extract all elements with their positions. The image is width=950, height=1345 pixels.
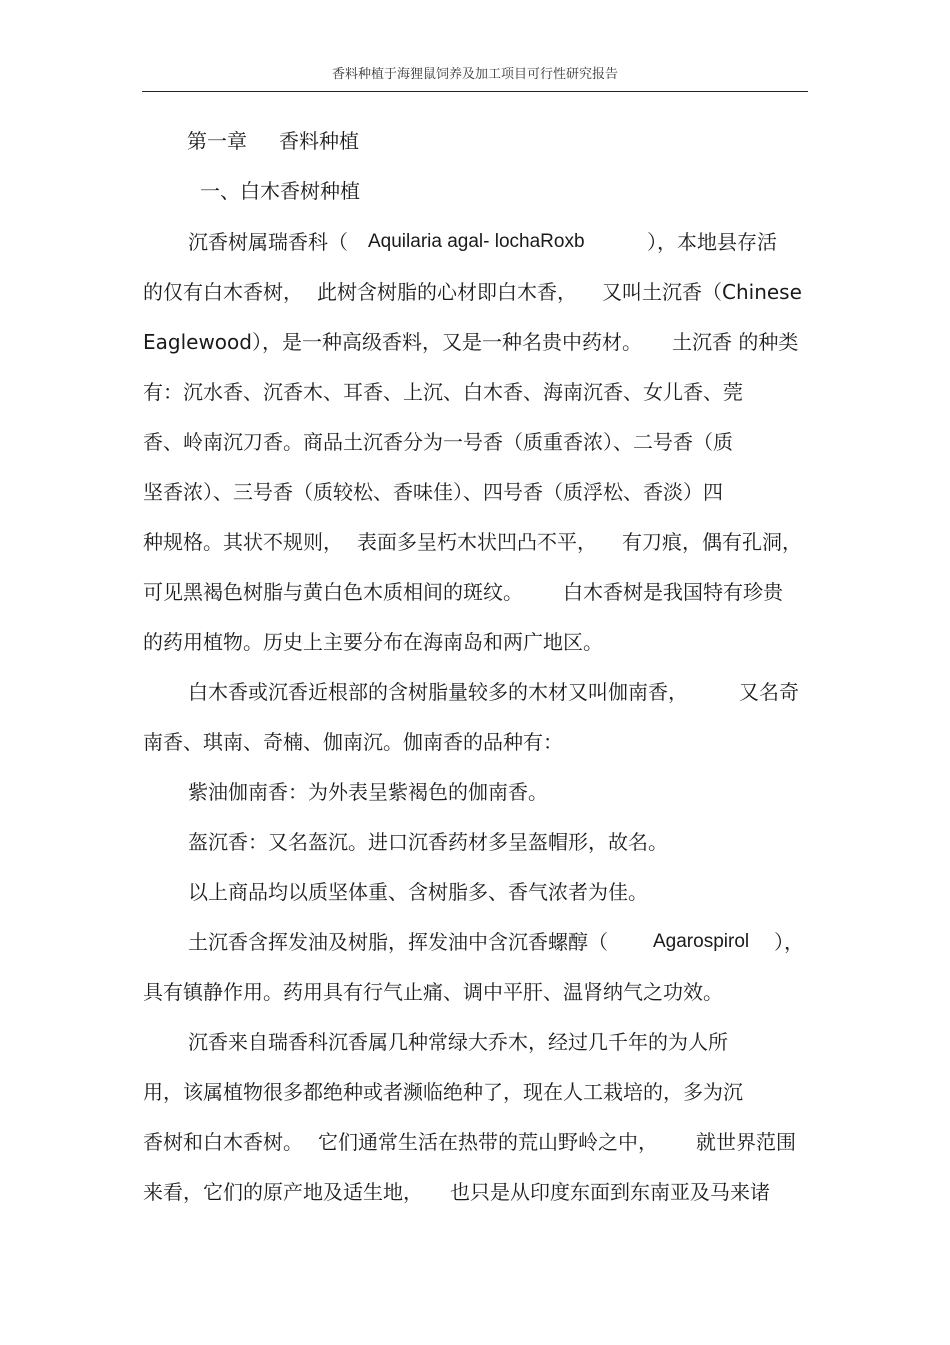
text-span: 有刀痕，偶有孔洞， <box>622 530 802 554</box>
text-line: 坚香浓）、三号香（质较松、香味佳）、四号香（质浮松、香淡）四 <box>143 480 723 504</box>
text-span: 的仅有白木香树， <box>143 280 303 304</box>
text-span: 来看，它们的原产地及适生地， <box>143 1180 423 1204</box>
text-span: 也只是从印度东面到东南亚及马来诸 <box>450 1180 770 1204</box>
text-span: 沉香树属瑞香科（ <box>188 230 348 254</box>
paragraph-3: 紫油伽南香：为外表呈紫褐色的伽南香。 <box>188 780 548 804</box>
text-span: Eaglewood），是一种高级香料，又是一种名贵中药材。 <box>143 330 642 354</box>
text-span: ）， <box>774 930 804 954</box>
text-line: 用，该属植物很多都绝种或者濒临绝种了，现在人工栽培的，多为沉 <box>143 1080 743 1104</box>
text-span: 种规格。其状不规则， <box>143 530 343 554</box>
text-line: 的药用植物。历史上主要分布在海南岛和两广地区。 <box>143 630 603 654</box>
latin-name: Aquilaria agal- lochaRoxb <box>368 231 585 252</box>
header-divider <box>142 91 808 92</box>
text-span: 又叫土沉香（Chinese <box>602 280 802 304</box>
text-span: 表面多呈朽木状凹凸不平， <box>357 530 597 554</box>
text-span: 白木香树是我国特有珍贵 <box>563 580 783 604</box>
text-span: 它们通常生活在热带的荒山野岭之中， <box>318 1130 658 1154</box>
paragraph-4: 盔沉香：又名盔沉。进口沉香药材多呈盔帽形，故名。 <box>188 830 668 854</box>
compound-name: Agarospirol <box>653 931 750 952</box>
text-span: ），本地县存活 <box>647 230 777 254</box>
text-span: 此树含树脂的心材即白木香， <box>317 280 577 304</box>
text-line: 沉香来自瑞香科沉香属几种常绿大乔木，经过几千年的为人所 <box>188 1030 728 1054</box>
chapter-title: 香料种植 <box>279 129 359 153</box>
running-header: 香料种植于海狸鼠饲养及加工项目可行性研究报告 <box>331 67 618 82</box>
text-span: 又名奇 <box>739 680 799 704</box>
text-span: 白木香或沉香近根部的含树脂量较多的木材又叫伽南香， <box>188 680 688 704</box>
paragraph-5: 以上商品均以质坚体重、含树脂多、香气浓者为佳。 <box>188 880 648 904</box>
text-span: 土沉香 的种类 <box>672 330 799 354</box>
text-line: 具有镇静作用。药用具有行气止痛、调中平肝、温肾纳气之功效。 <box>143 980 723 1004</box>
text-line: 香、岭南沉刀香。商品土沉香分为一号香（质重香浓）、二号香（质 <box>143 430 733 454</box>
text-line: 有：沉水香、沉香木、耳香、上沉、白木香、海南沉香、女儿香、莞 <box>143 380 743 404</box>
text-line: 南香、琪南、奇楠、伽南沉。伽南香的品种有： <box>143 730 563 754</box>
section-title: 一、白木香树种植 <box>200 179 360 203</box>
chapter-number: 第一章 <box>187 129 247 153</box>
text-span: 香树和白木香树。 <box>143 1130 303 1154</box>
text-span: 就世界范围 <box>696 1130 796 1154</box>
text-span: 可见黑褐色树脂与黄白色木质相间的斑纹。 <box>143 580 523 604</box>
text-span: 土沉香含挥发油及树脂，挥发油中含沉香螺醇（ <box>188 930 608 954</box>
